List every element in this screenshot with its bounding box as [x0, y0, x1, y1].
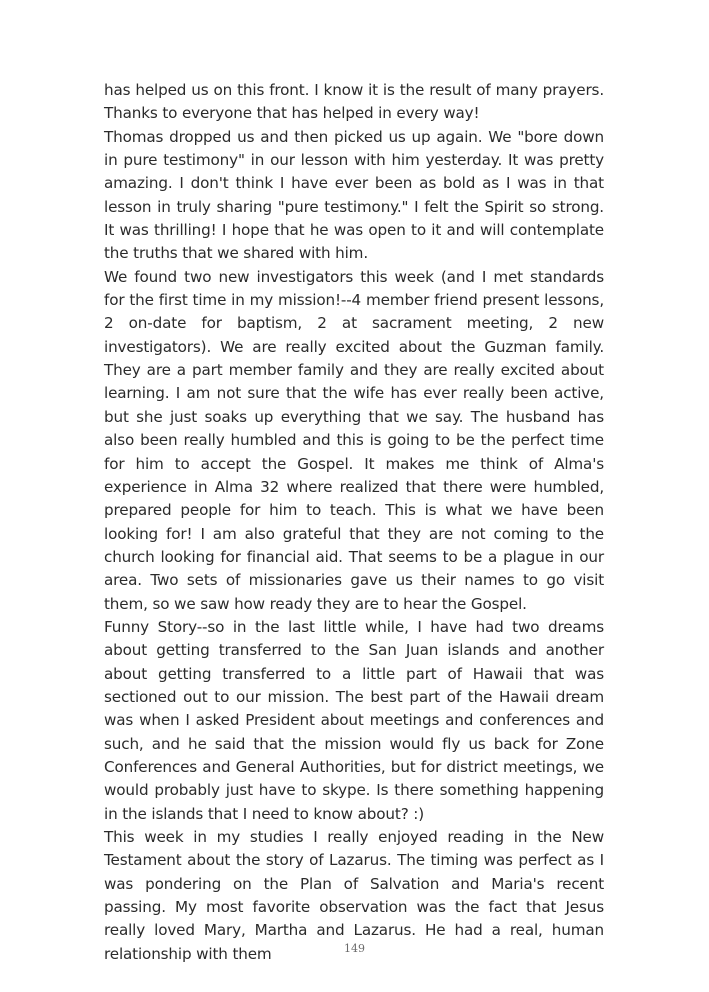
paragraph-thomas: Thomas dropped us and then picked us up again. We "bore down in pure testimony" in our lesson with him yesterday. It was pretty amazing. I don't think I have ever been as bold as I was in that lesson in truly sharing "pure testimony." I felt the Spirit so strong. It was thrilling! I hope that he was open to it and will contemplate the truths that we shared with him. — [104, 127, 604, 263]
page-number: 149 — [344, 942, 365, 955]
body-text — [104, 79, 604, 966]
paragraph-funny-story: Funny Story--so in the last little while, I have had two dreams about getting transferred to the San Juan islands and another about getting transferred to a little part of Hawaii that was sectioned out to our mission. The best part of the Hawaii dream was when I asked President about meetings and conferences and such, and he said that the mission would fly us back for Zone Conferences and General Authorities, but for district meetings, we would probably just have to skype. Is there something happening in the islands that I need to know about? :) — [104, 617, 604, 823]
paragraph-studies: This week in my studies I really enjoyed reading in the New Testament about the story of Lazarus. The timing was perfect as I was pondering on the Plan of Salvation and Maria's recent passing. My most favorite observation was the fact that Jesus really loved Mary, Martha and Lazarus. He had a real, human relationship with them — [104, 828, 604, 963]
paragraph-investigators: We found two new investigators this week (and I met standards for the first time in my mission!--4 member friend present lessons, 2 on-date for baptism, 2 at sacrament meeting, 2 new investigators). We are really excited about the Guzman family. They are a part member family and they are really excited about learning. I am not sure that the wife has ever really been active, but she just soaks up everything that we say. The husband has also been really humbled and this is going to be the perfect time for him to accept the Gospel. It makes me think of Alma's experience in Alma 32 where realized that there were humbled, prepared people for him to teach. This is what we have been looking for! I am also grateful that they are not coming to the church looking for financial aid. That seems to be a plague in our area. Two sets of missionaries gave us their names to go visit them, so we saw how ready they are to hear the Gospel. — [104, 267, 604, 613]
paragraph-continuation: has helped us on this front. I know it is the result of many prayers. Thanks to everyone that has helped in every way! — [104, 81, 604, 123]
